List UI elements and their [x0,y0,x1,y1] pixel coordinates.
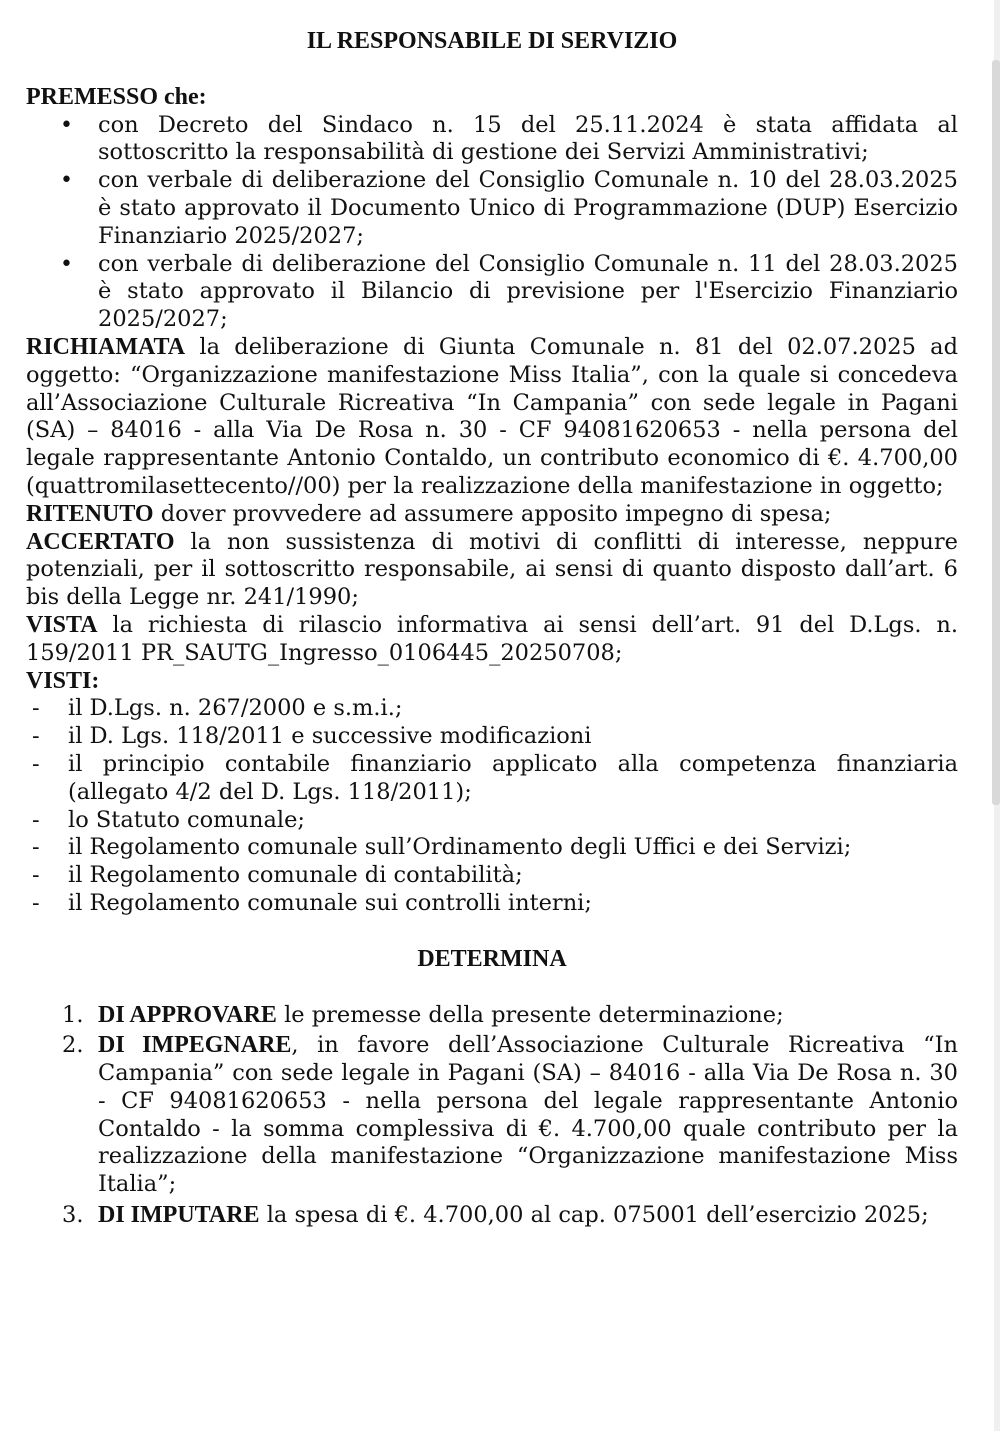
list-item: - il Regolamento comunale sull’Ordinamento degli Uffici e dei Servizi; [32,834,852,861]
list-item: - il Regolamento comunale sui controlli interni; [32,889,592,916]
premesso-list [26,112,958,334]
bullet-icon: • [60,168,73,194]
list-item: 1. DI APPROVARE le premesse della presente determinazione; [62,1001,784,1028]
visti-list [26,695,958,917]
document-page [26,28,958,1233]
list-item: • con verbale di deliberazione del Consiglio Comunale n. 10 del 28.03.2025 è stato approvato il Documento Unico di Programmazione (DUP) Esercizio Finanziario 2025/2027; [60,167,958,249]
scrollbar[interactable] [992,60,1000,805]
list-item: • con Decreto del Sindaco n. 15 del 25.11.2024 è stata affidata al sottoscritto la responsabilità di gestione dei Servizi Amministrativi; [60,111,958,166]
dash-icon: - [32,695,40,722]
ritenuto-paragraph: RITENUTO dover provvedere ad assumere apposito impegno di spesa; [26,500,832,527]
premesso-heading: PREMESSO che: [26,83,207,110]
list-item: • con verbale di deliberazione del Consiglio Comunale n. 11 del 28.03.2025 è stato approvato il Bilancio di previsione per l'Esercizio Finanziario 2025/2027; [60,250,958,333]
accertato-paragraph: ACCERTATO la non sussistenza di motivi di conflitti di interesse, neppure potenziali, per il sottoscritto responsabile, ai sensi di quanto disposto dall’art. 6 bis della Legge nr. 241/1990; [26,528,958,611]
bullet-icon: • [60,251,73,277]
list-item: - il Regolamento comunale di contabilità; [32,862,523,889]
vista-label: VISTA [26,611,98,638]
richiamata-paragraph: RICHIAMATA la deliberazione di Giunta Comunale n. 81 del 02.07.2025 ad oggetto: “Organizzazione manifestazione Miss Italia”, con la quale si concedeva all’Associazione Culturale Ricreativa “In Campania” con sede legale in Pagani (SA) – 84016 - alla Via De Rosa n. 30 - CF 94081620653 - nella persona del legale rappresentante Antonio Contaldo, un contributo economico di €. 4.700,00 (quattromilasettecento//00) per la realizzazione della manifestazione in oggetto; [26,333,958,499]
list-item: - il principio contabile finanziario applicato alla competenza finanziaria (allegato 4/2 del D. Lgs. 118/2011); [32,750,958,805]
accertato-label: ACCERTATO [26,528,175,555]
list-item: 3. DI IMPUTARE la spesa di €. 4.700,00 al cap. 075001 dell’esercizio 2025; [62,1202,929,1229]
vista-paragraph: VISTA la richiesta di rilascio informativa ai sensi dell’art. 91 del D.Lgs. n. 159/2011 PR_SAUTG_Ingresso_0106445_20250708; [26,611,958,666]
list-item: - lo Statuto comunale; [32,806,306,833]
item-label: DI APPROVARE [98,1001,277,1028]
item-label: DI IMPUTARE [98,1202,260,1229]
list-item: - il D.Lgs. n. 267/2000 e s.m.i.; [32,695,403,722]
dash-icon: - [32,723,40,750]
visti-heading: VISTI: [26,667,100,694]
dash-icon: - [32,806,40,833]
ritenuto-label: RITENUTO [26,500,154,527]
bullet-icon: • [60,112,73,138]
item-number: 2. [62,1032,84,1059]
determina-heading: DETERMINA [417,945,567,972]
determina-list [26,1002,958,1230]
dash-icon: - [32,750,40,777]
richiamata-label: RICHIAMATA [26,333,186,360]
dash-icon: - [32,834,40,861]
dash-icon: - [32,862,40,889]
list-item: 2. DI IMPEGNARE, in favore dell’Associazione Culturale Ricreativa “In Campania” con sede legale in Pagani (SA) – 84016 - alla Via De Rosa n. 30 - CF 94081620653 - nella persona del legale rappresentante Antonio Contaldo - la somma complessiva di €. 4.700,00 quale contributo per la realizzazione della manifestazione “Organizzazione manifestazione Miss Italia”; [62,1032,958,1198]
dash-icon: - [32,889,40,916]
document-title: IL RESPONSABILE DI SERVIZIO [306,28,678,54]
item-number: 3. [62,1202,84,1229]
list-item: - il D. Lgs. 118/2011 e successive modificazioni [32,723,592,750]
item-number: 1. [62,1001,84,1028]
item-label: DI IMPEGNARE [98,1032,292,1059]
